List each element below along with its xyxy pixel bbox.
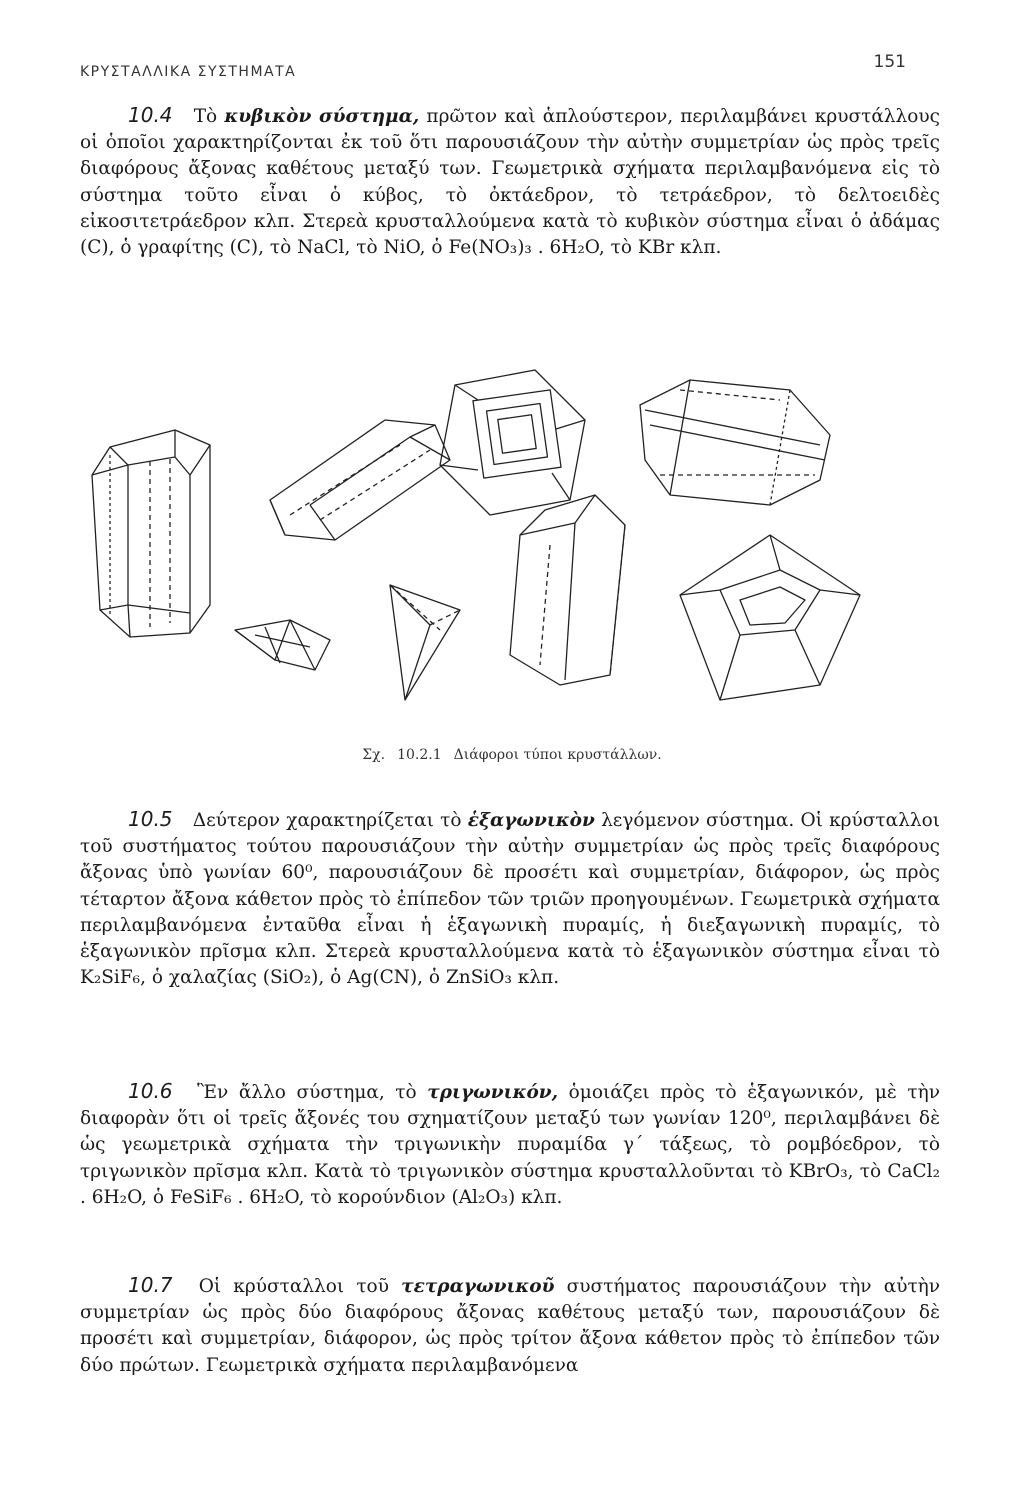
- section-number: 10.4: [128, 103, 173, 127]
- section-text: λεγόμενον σύστημα. Οἱ κρύσταλλοι τοῦ συστήματος τούτου παρουσιάζουν τὴν αὐτὴν συμμετρίαν ὡς πρὸς τρεῖς διαφόρους ἄξονας ὑπὸ γωνίαν 60⁰, παρουσιάζουν δὲ προσέτι καὶ συμμετρίαν, διάφορον, ὡς πρὸς τέταρτον ἄξονα κάθετον πρὸς τὸ ἐπίπεδον τῶν τριῶν προηγουμένων. Γεωμετρικὰ σχήματα περιλαμβανόμενα ἐνταῦθα εἶναι ἡ ἑξαγωνικὴ πυραμίς, ἡ διεξαγωνικὴ πυραμίς, τὸ ἑξαγωνικὸν πρῖσμα κλπ. Στερεὰ κρυσταλλούμενα κατὰ τὸ ἑξαγωνικὸν σύστημα εἶναι τὸ K₂SiF₆, ὁ χαλαζίας (SiO₂), ὁ Ag(CN), ὁ ZnSiO₃ κλπ.: [80, 810, 940, 989]
- flat-crystal-drawing: [640, 380, 830, 505]
- section-text: ὁμοιάζει πρὸς τὸ ἑξαγωνικόν, μὲ τὴν διαφορὰν ὅτι οἱ τρεῖς ἄξονές του σχηματίζουν μεταξύ των γωνίαν 120⁰, περιλαμβάνει δὲ ὡς γεωμετρικὰ σχήματα τὴν τριγωνικὴν πυραμίδα γ΄ τάξεως, τὸ ρομβόεδρον, τὸ τριγωνικὸν πρῖσμα κλπ. Κατὰ τὸ τριγωνικὸν σύστημα κρυσταλλοῦνται τὸ KBrO₃, τὸ CaCl₂ . 6H₂O, ὁ FeSiF₆ . 6H₂O, τὸ κορούνδιον (Al₂O₃) κλπ.: [80, 1082, 940, 1208]
- running-head: ΚΡΥΣΤΑΛΛΙΚΑ ΣΥΣΤΗΜΑΤΑ: [80, 64, 297, 80]
- section-number: 10.7: [128, 1273, 173, 1297]
- figure-number: 10.2.1: [397, 747, 442, 763]
- square-crystal-drawing: [440, 370, 585, 515]
- figure-label: Σχ.: [362, 747, 386, 763]
- section-lead: Οἱ κρύσταλλοι τοῦ: [198, 1276, 389, 1297]
- tetrahedron-drawing: [390, 585, 460, 700]
- section-lead: Τὸ: [193, 106, 218, 127]
- section-keyword: τριγωνικόν,: [427, 1082, 559, 1103]
- section-lead: Δεύτερον χαρακτηρίζεται τὸ: [192, 810, 462, 831]
- section-10-4: [80, 102, 940, 261]
- section-10-6: [80, 1078, 940, 1211]
- section-lead: Ἓν ἄλλο σύστημα, τὸ: [197, 1082, 417, 1103]
- trapezohedron-drawing: [680, 535, 860, 700]
- section-number: 10.6: [128, 1079, 173, 1103]
- barrel-crystal-drawing: [92, 430, 210, 637]
- figure-caption-text: Διάφοροι τύποι κρυστάλλων.: [453, 747, 662, 763]
- page-number: 151: [873, 52, 906, 72]
- long-prism-drawing: [270, 420, 450, 540]
- section-text: συστήματος παρουσιάζουν τὴν αὐτὴν συμμετρίαν ὡς πρὸς δύο διαφόρους ἄξονας καθέτους μεταξύ των, παρουσιάζουν δὲ προσέτι καὶ συμμετρίαν, διάφορον, ὡς πρὸς τρίτον ἄξονα κάθετον πρὸς τὸ ἐπίπεδον τῶν δύο πρώτων. Γεωμετρικὰ σχήματα περιλαμβανόμενα: [80, 1276, 941, 1376]
- section-keyword: κυβικὸν σύστημα,: [224, 106, 420, 127]
- section-10-7: [80, 1272, 940, 1379]
- figure-caption: [0, 747, 1024, 763]
- section-keyword: τετραγωνικοῦ: [401, 1276, 555, 1297]
- tall-prism-drawing: [510, 495, 625, 685]
- section-keyword: ἑξαγωνικὸν: [467, 810, 595, 831]
- section-formula: Fe(NO₃)₃ . 6H₂O, τὸ KBr κλπ.: [448, 237, 722, 259]
- section-number: 10.5: [128, 807, 173, 831]
- section-text: πρῶτον καὶ ἁπλούστερον, περιλαμβάνει κρυστάλλους οἱ ὁποῖοι χαρακτηρίζονται ἐκ τοῦ ὅτι παρουσιάζουν τὴν αὐτὴν συμμετρίαν ὡς πρὸς τρεῖς διαφόρους ἄξονας καθέτους μεταξύ των. Γεωμετρικὰ σχήματα περιλαμβανόμενα εἰς τὸ σύστημα τοῦτο εἶναι ὁ κύβος, τὸ ὀκτάεδρον, τὸ τετράεδρον, τὸ δελτοειδὲς εἰκοσιτετράεδρον κλπ. Στερεὰ κρυσταλλούμενα κατὰ τὸ κυβικὸν σύστημα εἶναι ὁ ἀδάμας (C), ὁ γραφίτης (C), τὸ NaCl, τὸ NiO, ὁ: [80, 106, 941, 259]
- small-pyramid-drawing: [235, 620, 330, 670]
- section-10-5: [80, 806, 940, 991]
- crystal-figure: [80, 365, 940, 715]
